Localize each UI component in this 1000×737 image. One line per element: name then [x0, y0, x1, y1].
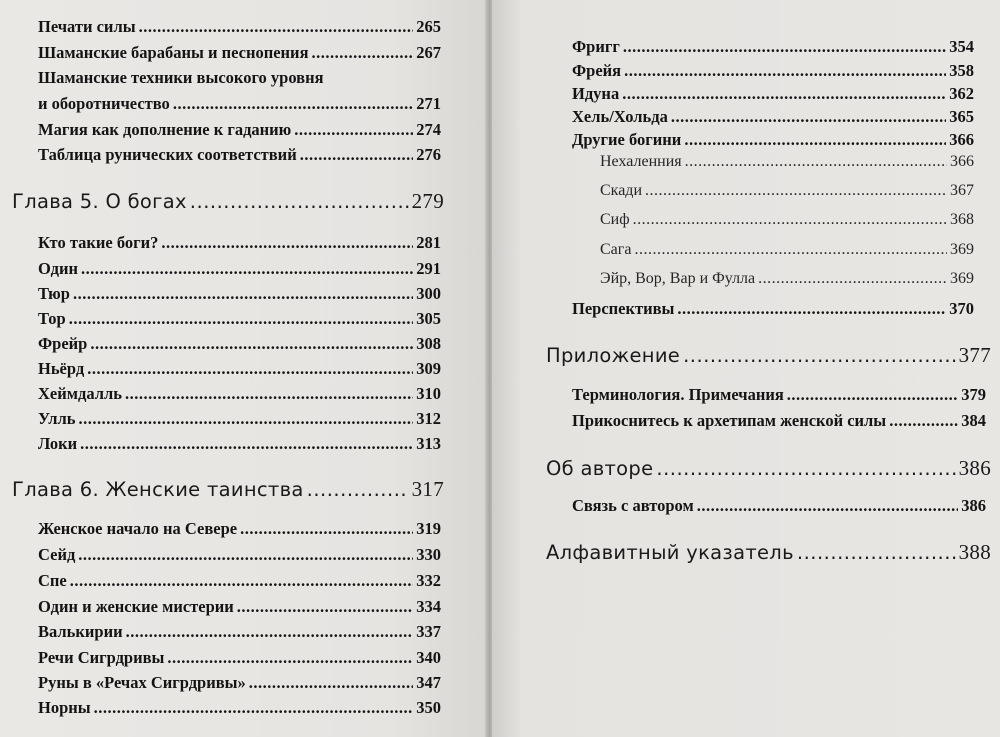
- chapter-heading[interactable]: Приложение ..... 377: [546, 343, 991, 368]
- toc-entry[interactable]: Печати силы ..... 265: [38, 17, 441, 37]
- dot-leader: [787, 385, 958, 405]
- dot-leader: [671, 107, 946, 127]
- toc-sub-entry[interactable]: Сага ..... 369: [600, 241, 974, 259]
- dot-leader: [623, 37, 946, 57]
- dot-leader: [87, 359, 413, 379]
- toc-entry[interactable]: Связь с автором ..... 386: [572, 496, 986, 516]
- toc-entry[interactable]: и оборотничество ..... 271: [38, 94, 441, 114]
- toc-entry[interactable]: Ньёрд ..... 309: [38, 359, 441, 379]
- dot-leader: [624, 61, 946, 81]
- toc-entry[interactable]: Тюр ..... 300: [38, 284, 441, 304]
- dot-leader: [294, 120, 413, 140]
- dot-leader: [645, 182, 947, 200]
- dot-leader: [69, 309, 414, 329]
- toc-entry[interactable]: Фригг ..... 354: [572, 37, 974, 57]
- dot-leader: [237, 597, 413, 617]
- toc-entry[interactable]: Один ..... 291: [38, 259, 441, 279]
- toc-entry[interactable]: Руны в «Речах Сигрдривы» ..... 347: [38, 673, 441, 693]
- dot-leader: [90, 334, 413, 354]
- dot-leader: [684, 130, 946, 150]
- toc-entry[interactable]: Идуна ..... 362: [572, 84, 974, 104]
- toc-entry[interactable]: Сейд ..... 330: [38, 545, 441, 565]
- toc-sub-entry[interactable]: Эйр, Вор, Вар и Фулла ..... 369: [600, 270, 974, 288]
- dot-leader: [139, 17, 414, 37]
- chapter-heading[interactable]: Алфавитный указатель ..... 388: [546, 540, 991, 565]
- dot-leader: [73, 284, 413, 304]
- dot-leader: [173, 94, 413, 114]
- toc-entry[interactable]: Перспективы ..... 370: [572, 299, 974, 319]
- toc-entry[interactable]: Хеймдалль ..... 310: [38, 384, 441, 404]
- dot-leader: [80, 434, 413, 454]
- toc-entry[interactable]: Терминология. Примечания ..... 379: [572, 385, 986, 405]
- dot-leader: [633, 211, 947, 229]
- dot-leader: [249, 673, 413, 693]
- toc-entry[interactable]: Тор ..... 305: [38, 309, 441, 329]
- toc-entry[interactable]: Прикоснитесь к архетипам женской силы ..... 384: [572, 411, 986, 431]
- dot-leader: [81, 259, 413, 279]
- dot-leader: [307, 478, 409, 501]
- toc-entry[interactable]: Речи Сигрдривы ..... 340: [38, 648, 441, 668]
- dot-leader: [889, 411, 958, 431]
- dot-leader: [125, 384, 413, 404]
- toc-entry[interactable]: Фрейр ..... 308: [38, 334, 441, 354]
- toc-entry[interactable]: Спе ..... 332: [38, 571, 441, 591]
- chapter-heading[interactable]: Об авторе ..... 386: [546, 456, 991, 481]
- dot-leader: [697, 496, 959, 516]
- toc-entry[interactable]: Хель/Хольда ..... 365: [572, 107, 974, 127]
- dot-leader: [190, 190, 409, 213]
- dot-leader: [167, 648, 413, 668]
- dot-leader: [161, 233, 413, 253]
- dot-leader: [78, 545, 413, 565]
- toc-entry[interactable]: Другие богини ..... 366: [572, 130, 974, 150]
- toc-sub-entry[interactable]: Скади ..... 367: [600, 182, 974, 200]
- dot-leader: [797, 541, 956, 564]
- toc-entry[interactable]: Шаманские барабаны и песнопения ..... 267: [38, 43, 441, 63]
- dot-leader: [312, 43, 414, 63]
- dot-leader: [656, 457, 955, 480]
- dot-leader: [622, 84, 946, 104]
- dot-leader: [126, 622, 414, 642]
- right-page: [492, 0, 1000, 737]
- toc-entry[interactable]: Валькирии ..... 337: [38, 622, 441, 642]
- chapter-heading[interactable]: Глава 6. Женские таинства ..... 317: [12, 477, 444, 502]
- left-page: [0, 0, 487, 737]
- toc-entry[interactable]: Локи ..... 313: [38, 434, 441, 454]
- dot-leader: [300, 145, 414, 165]
- dot-leader: [683, 344, 956, 367]
- toc-sub-entry[interactable]: Сиф ..... 368: [600, 211, 974, 229]
- dot-leader: [758, 270, 947, 288]
- toc-entry[interactable]: Женское начало на Севере ..... 319: [38, 519, 441, 539]
- dot-leader: [70, 571, 414, 591]
- toc-entry-wrapped-line[interactable]: Шаманские техники высокого уровня: [38, 68, 324, 87]
- dot-leader: [677, 299, 946, 319]
- dot-leader: [79, 409, 414, 429]
- toc-sub-entry[interactable]: Нехаленния ..... 366: [600, 153, 974, 171]
- toc-entry[interactable]: Один и женские мистерии ..... 334: [38, 597, 441, 617]
- toc-entry[interactable]: Кто такие боги? ..... 281: [38, 233, 441, 253]
- toc-entry[interactable]: Улль ..... 312: [38, 409, 441, 429]
- toc-entry[interactable]: Фрейя ..... 358: [572, 61, 974, 81]
- dot-leader: [634, 241, 947, 259]
- toc-entry[interactable]: Таблица рунических соответствий ..... 276: [38, 145, 441, 165]
- dot-leader: [94, 698, 414, 718]
- dot-leader: [685, 153, 947, 171]
- toc-entry[interactable]: Норны ..... 350: [38, 698, 441, 718]
- dot-leader: [240, 519, 413, 539]
- toc-entry[interactable]: Магия как дополнение к гаданию ..... 274: [38, 120, 441, 140]
- chapter-heading[interactable]: Глава 5. О богах ..... 279: [12, 189, 444, 214]
